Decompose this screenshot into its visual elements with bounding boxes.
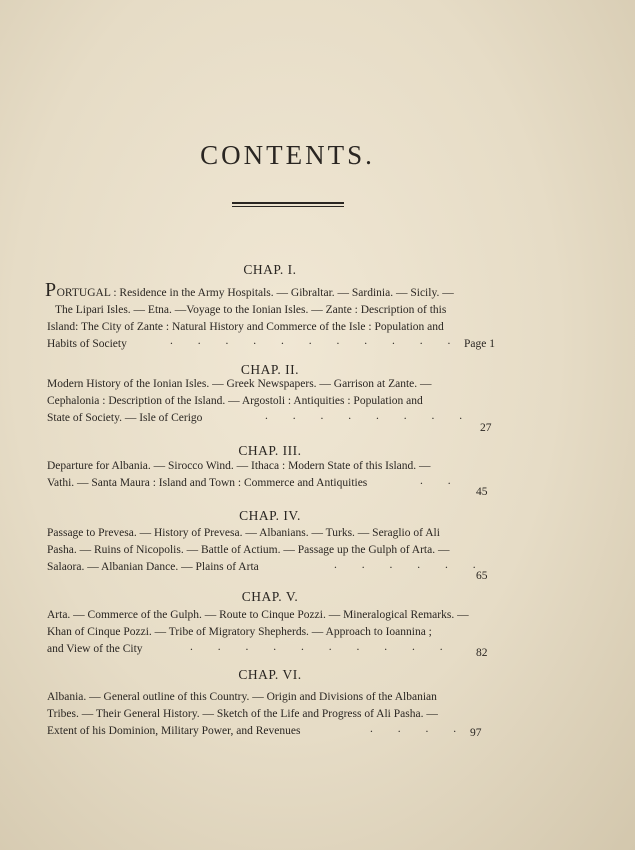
dot-leaders: . . — [420, 475, 462, 487]
summary-line-1: Albania. — General outline of this Country. — Origin and Divisions of the Albanian — [47, 691, 437, 703]
chapter-heading: CHAP. I. — [243, 262, 297, 277]
chapter-heading: CHAP. II. — [240, 362, 300, 377]
summary-line-2: Tribes. — Their General History. — Sketch of the Life and Progress of Ali Pasha. — — [47, 708, 438, 720]
summary-line-1: Modern History of the Ionian Isles. — Greek Newspapers. — Garrison at Zante. — — [47, 378, 432, 390]
chapter-heading: CHAP. V. — [241, 589, 299, 604]
dot-leaders: . . . . — [370, 723, 468, 735]
chapter-heading: CHAP. VI. — [238, 667, 302, 682]
summary-line-2: Pasha. — Ruins of Nicopolis. — Battle of Actium. — Passage up the Gulph of Arta. — — [47, 544, 450, 556]
dot-leaders: . . . . . . — [334, 559, 487, 571]
summary-line-1: Arta. — Commerce of the Gulph. — Route to Cinque Pozzi. — Mineralogical Remarks. — — [47, 609, 469, 621]
chapter-heading: CHAP. IV. — [239, 508, 301, 523]
title-double-rule — [232, 202, 344, 207]
page-title: CONTENTS. — [200, 140, 375, 170]
summary-line-3: and View of the City — [47, 643, 143, 655]
page-number: Page 1 — [464, 338, 495, 350]
dot-leaders: . . . . . . . . — [265, 410, 474, 422]
summary-line-2: Vathi. — Santa Maura : Island and Town : Commerce and Antiquities — [47, 477, 368, 489]
summary-line-1: Departure for Albania. — Sirocco Wind. — Ithaca : Modern State of this Island. — — [47, 460, 431, 472]
show-through-texture — [300, 35, 630, 235]
chapter-heading: CHAP. III. — [238, 443, 302, 458]
summary-line-3: Salaora. — Albanian Dance. — Plains of Arta — [47, 561, 259, 573]
summary-line-3: Island: The City of Zante : Natural History and Commerce of the Isle : Population and — [47, 321, 444, 333]
summary-line-2: Cephalonia : Description of the Island. — Argostoli : Antiquities : Population and — [47, 395, 423, 407]
summary-line-1: Passage to Prevesa. — History of Prevesa. — Albanians. — Turks. — Seraglio of Ali — [47, 527, 440, 539]
page-number: 65 — [476, 570, 488, 582]
page-number: 45 — [476, 486, 488, 498]
page-number: 82 — [476, 647, 488, 659]
dot-leaders: . . . . . . . . . . — [190, 641, 454, 653]
drop-capital: P — [45, 279, 57, 301]
summary-line-1: PORTUGAL : Residence in the Army Hospitals. — Gibraltar. — Sardinia. — Sicily. — — [45, 279, 454, 301]
dot-leaders: . . . . . . . . . . . — [170, 335, 462, 347]
summary-line-2: Khan of Cinque Pozzi. — Tribe of Migratory Shepherds. — Approach to Ioannina ; — [47, 626, 432, 638]
page-number: 97 — [470, 727, 482, 739]
page-number: 27 — [480, 422, 492, 434]
summary-line-3: Extent of his Dominion, Military Power, and Revenues — [47, 725, 301, 737]
summary-line-3: State of Society. — Isle of Cerigo — [47, 412, 203, 424]
summary-line-2: The Lipari Isles. — Etna. —Voyage to the Ionian Isles. — Zante : Description of this — [55, 304, 447, 316]
summary-line-4: Habits of Society — [47, 338, 127, 350]
